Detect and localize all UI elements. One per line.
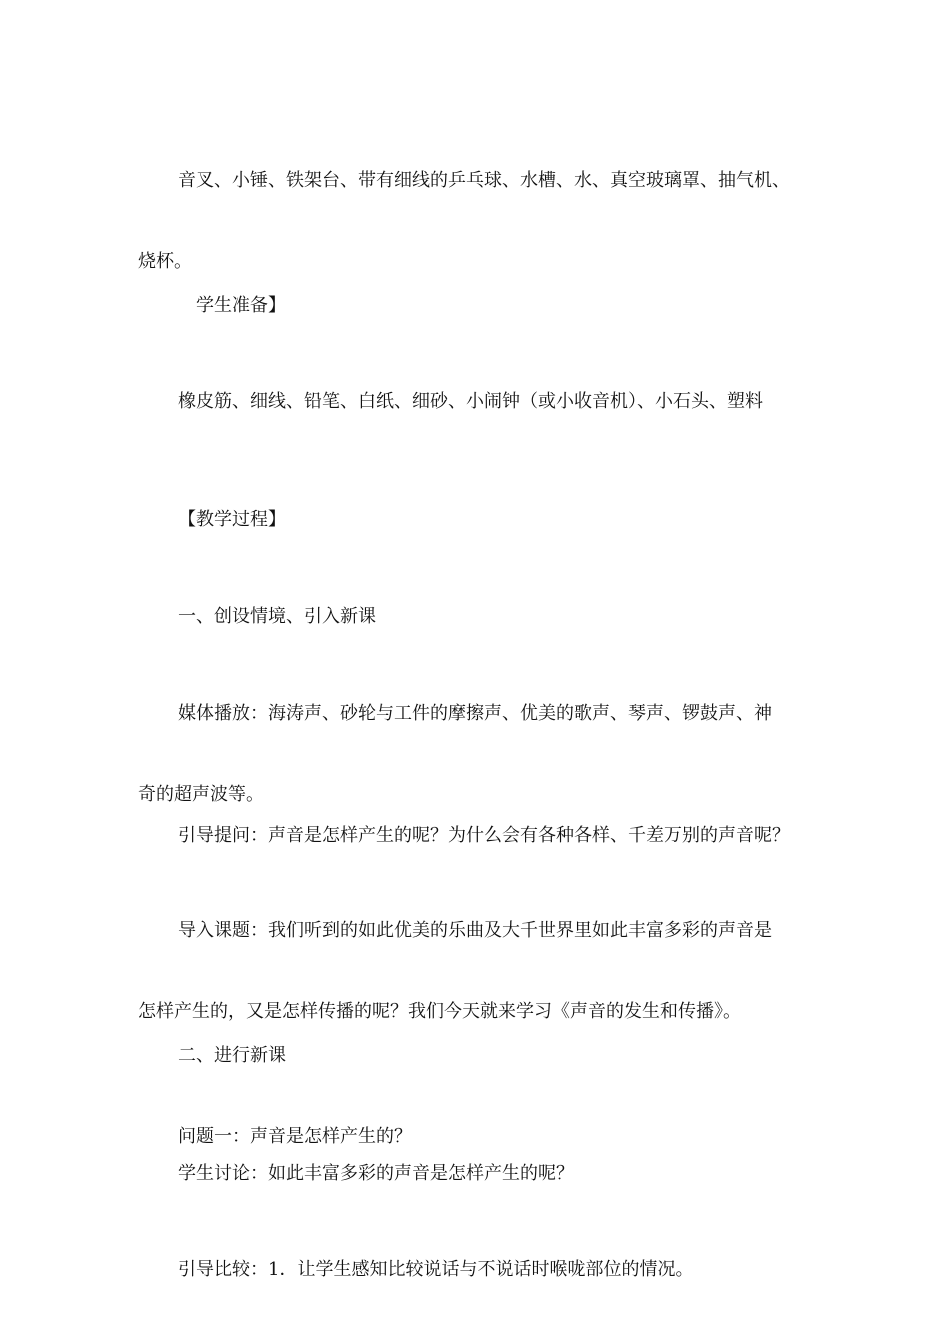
equipment-line-2: 烧杯。 xyxy=(138,251,192,272)
guide-question-text: 引导提问：声音是怎样产生的呢？为什么会有各种各样、千差万别的声音呢？ xyxy=(178,825,790,846)
media-line-1: 媒体播放：海涛声、砂轮与工件的摩擦声、优美的歌声、琴声、锣鼓声、神 xyxy=(178,703,772,724)
media-line-2: 奇的超声波等。 xyxy=(138,784,264,805)
guide-compare-paragraph xyxy=(138,1202,828,1337)
student-discussion-text: 学生讨论：如此丰富多彩的声音是怎样产生的呢？ xyxy=(178,1163,574,1184)
equipment-line-1: 音叉、小锤、铁架台、带有细线的乒乓球、水槽、水、真空玻璃罩、抽气机、 xyxy=(178,170,790,191)
section2-heading: 二、进行新课 xyxy=(178,1045,286,1066)
intro-line-1: 导入课题：我们听到的如此优美的乐曲及大千世界里如此丰富多彩的声音是 xyxy=(178,920,772,941)
guide-compare-text: 引导比较：1．让学生感知比较说话与不说话时喉咙部位的情况。 xyxy=(178,1259,694,1280)
intro-line-2: 怎样产生的，又是怎样传播的呢？我们今天就来学习《声音的发生和传播》。 xyxy=(138,1001,741,1022)
teaching-process-heading-text: 【教学过程】 xyxy=(178,509,286,530)
student-prep-items xyxy=(138,334,828,469)
section1-heading-text: 一、创设情境、引入新课 xyxy=(178,606,376,627)
student-prep-items-text: 橡皮筋、细线、铅笔、白纸、细砂、小闹钟（或小收音机）、小石头、塑料 xyxy=(178,391,763,412)
student-prep-heading-text: 学生准备】 xyxy=(196,295,286,316)
question1-text: 问题一：声音是怎样产生的？ xyxy=(178,1126,412,1147)
